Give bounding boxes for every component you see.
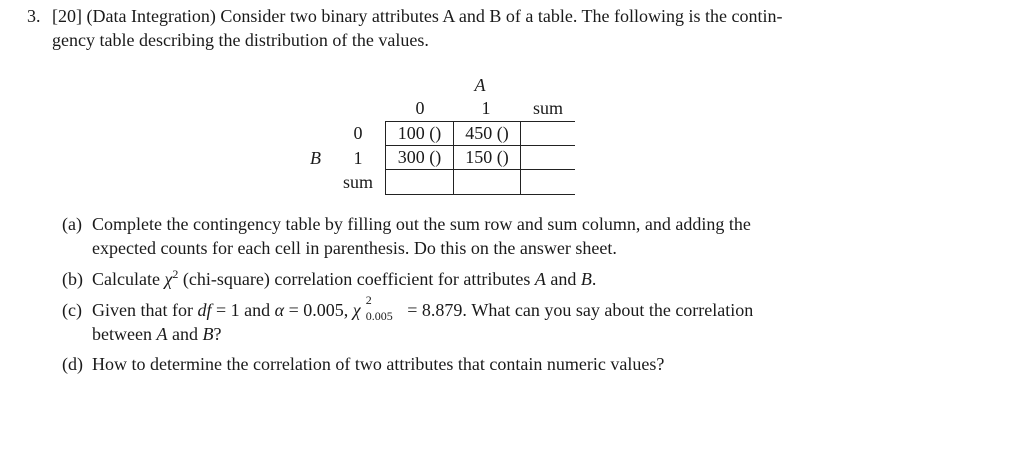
question-intro-line2: gency table describing the distribution of the values. — [52, 30, 429, 50]
column-header-sum: sum — [532, 98, 563, 118]
table-rule — [385, 169, 575, 170]
table-rule-mid — [520, 121, 521, 194]
question-number: 3. — [27, 6, 41, 26]
part-b-label: (b) — [62, 269, 83, 289]
part-d-text: How to determine the correlation of two attributes that contain numeric values? — [92, 354, 665, 374]
column-header-1: 1 — [481, 98, 491, 118]
part-c-line1: Given that for df = 1 and α = 0.005, χ 2 0.005 = 8.879. What can you say about the correlation — [92, 293, 754, 323]
question-intro-line1: [20] (Data Integration) Consider two binary attributes A and B of a table. The following is the contin- — [52, 6, 783, 26]
table-cell: 150 () — [465, 147, 509, 167]
table-rule-bottom — [385, 194, 575, 195]
chi-symbol: χ — [164, 269, 173, 289]
chi-square-critical-value: χ 2 0.005 — [352, 293, 393, 323]
row-header-sum: sum — [342, 172, 373, 192]
part-a-line2: expected counts for each cell in parenthesis. Do this on the answer sheet. — [92, 238, 617, 258]
row-attribute-label: B — [310, 148, 321, 168]
part-c-line2: between A and B? — [92, 324, 222, 344]
table-cell: 300 () — [397, 147, 442, 167]
table-cell: 100 () — [397, 123, 442, 143]
column-attribute-label: A — [474, 75, 486, 95]
part-a-label: (a) — [62, 214, 82, 234]
column-header-0: 0 — [415, 98, 425, 118]
part-c-label: (c) — [62, 300, 82, 320]
part-a-line1: Complete the contingency table by filling out the sum row and sum column, and adding the — [92, 214, 751, 234]
part-b-text: Calculate $\chi^2$ (chi-square) correlation coefficient for attributes A and B. — [92, 267, 597, 289]
row-header-0: 0 — [353, 123, 363, 143]
table-cell: 450 () — [465, 123, 509, 143]
part-d-label: (d) — [62, 354, 83, 374]
row-header-1: 1 — [353, 148, 363, 168]
